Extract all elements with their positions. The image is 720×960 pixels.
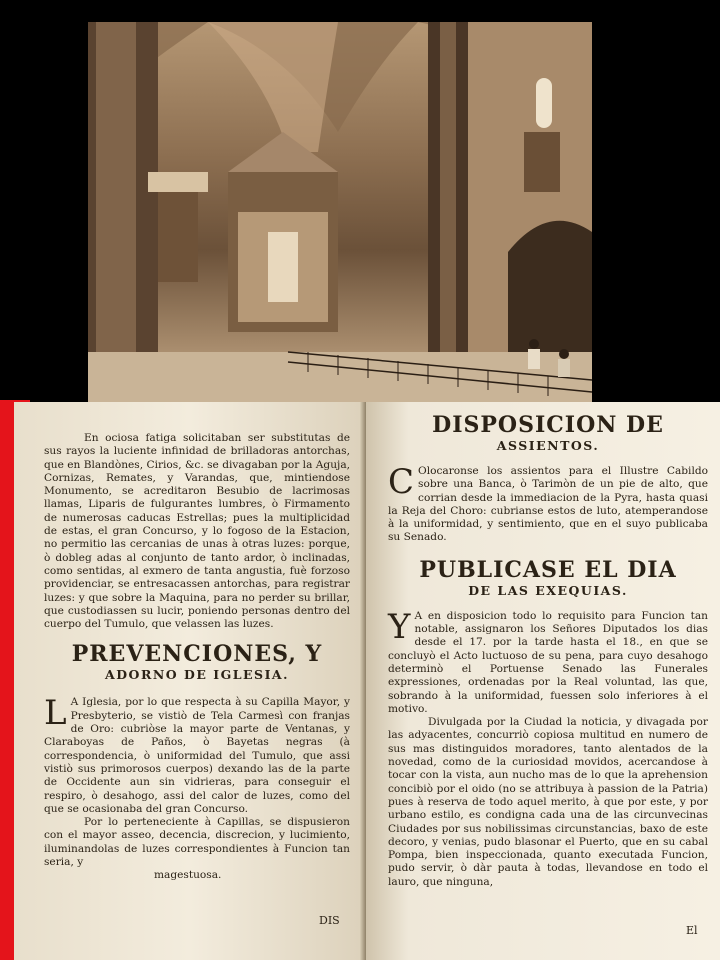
left-catchword: DIS [319,914,340,927]
right-page [366,402,720,960]
right-subheading-exequias: DE LAS EXEQUIAS. [468,582,628,598]
left-paragraph-3: Por lo perteneciente à Capillas, se dispusieron con el mayor asseo, decencia, discrecion, y lucimiento, iluminandolas de luzes correspondientes à Funcion tan seria, y [44,816,350,869]
left-paragraph-2-text: A Iglesia, por lo que respecta à su Capilla Mayor, y Presbyterio, se vistiò de Tela Carmesì con franjas de Oro: cubriòse la mayor parte de Ventanas, y Claraboyas de Paños, ò Bayetas negras (à correspondencia, ò uniformidad del Tumulo, que assi vistiò sus primorosos cuerpos) dexando las de la parte de Occidente aun sin vidrieras, para conseguir el respiro, ò desahogo, assi del calor de luzes, como del que se ocasionaba del gran Concurso. [44,696,350,815]
left-dropcap: L [44,693,67,734]
open-book [14,402,720,960]
right-heading-disposicion: DISPOSICION DE [432,412,664,438]
right-dropcap-1: C [388,462,415,502]
right-paragraph-2 [388,606,708,716]
right-paragraph-3: Divulgada por la Ciudad la noticia, y divagada por las adyacentes, concurriò copiosa multitud en numero de sus mas distinguidos moradores, tanto alentados de la novedad, como de la curiosidad movidos, acercandose à tocar con la vista, aun nucho mas de lo que la aprehension concibiò por el oido (no se attribuya à passion de la Patria) pues à reserva de todo aquel merito, à que por este, y por urbano estilo, es condigna cada una de las circunvecinas Ciudades por sus nobilissimas circunstancias, baxo de este decoro, y venias, pudo blasonar el Puerto, que en su cabal Pompa, bien inspeccionada, quanto executada Funcion, pudo servir, ò dàr pauta à todas, llevandose en todo el lauro, que ninguna, [388,716,708,888]
right-subheading-assientos: ASSIENTOS. [496,438,600,453]
left-paragraph-1: En ociosa fatiga solicitaban ser substitutas de sus rayos la luciente infinidad de brilladoras antorchas, que en Blandònes, Cirios, &c. se divagaban por la Aguja, Cornizas, Remates, y Varandas, que, mintiendose Monumento, se acreditaron Besubio de lacrimosas llamas, Liparis de fulgurantes lumbres, ò Firmamento de numerosas caducas Estrellas; pues la multiplicidad de estas, el gran Concurso, y lo fogoso de la Estacion, no permitio las cercanias de unas à otras luzes: porque, ò dobleg adas al conjunto de tanto ardor, ò inclinadas, como sentidas, al exmero de tanta angustia, fuè forzoso providenciar, se entresacassen antorchas, para registrar luzes: y que sobre la Maquina, para no perder su brillar, que custodiassen su lucir, poniendo personas dentro del cuerpo del Tumulo, que velassen las luzes. [44,432,350,631]
right-paragraph-2-text: A en disposicion todo lo requisito para Funcion tan notable, assignaron los Señores Diputados los dias desde el 17. por la tarde hasta el 18., en que se concluyò el Acto luctuoso de su pena, para cuyo desahogo determinò el Portuense Senado las Funerales expressiones, ordenadas por la Real voluntad, las que, sobrando à la uniformidad, fuessen solo inferiores à el motivo. [388,609,708,715]
cathedral-interior-photo [88,22,592,402]
left-subheading-adorno: ADORNO DE IGLESIA. [105,667,289,683]
right-heading-publicase: PUBLICASE EL DIA [419,556,677,583]
right-dropcap-2: Y [388,606,411,647]
right-paragraph-1-text: Olocaronse los assientos para el Illustre Cabildo sobre una Banca, ò Tarimòn de un pie de alto, que corrian desde la immediacion de la Pyra, hasta quasi la Reja del Choro: cubrianse estos de luto, atemperandose à la uniformidad, y sentimiento, que en el suyo publicaba su Senado. [388,465,708,544]
left-heading-prevenciones: PREVENCIONES, Y [71,641,323,668]
right-catchword: El [686,924,698,937]
left-paragraph-3-end: magestuosa. [154,869,222,882]
left-page [14,402,366,960]
right-paragraph-1 [388,462,708,545]
cathedral-illustration [88,22,592,402]
left-paragraph-2 [44,693,350,816]
